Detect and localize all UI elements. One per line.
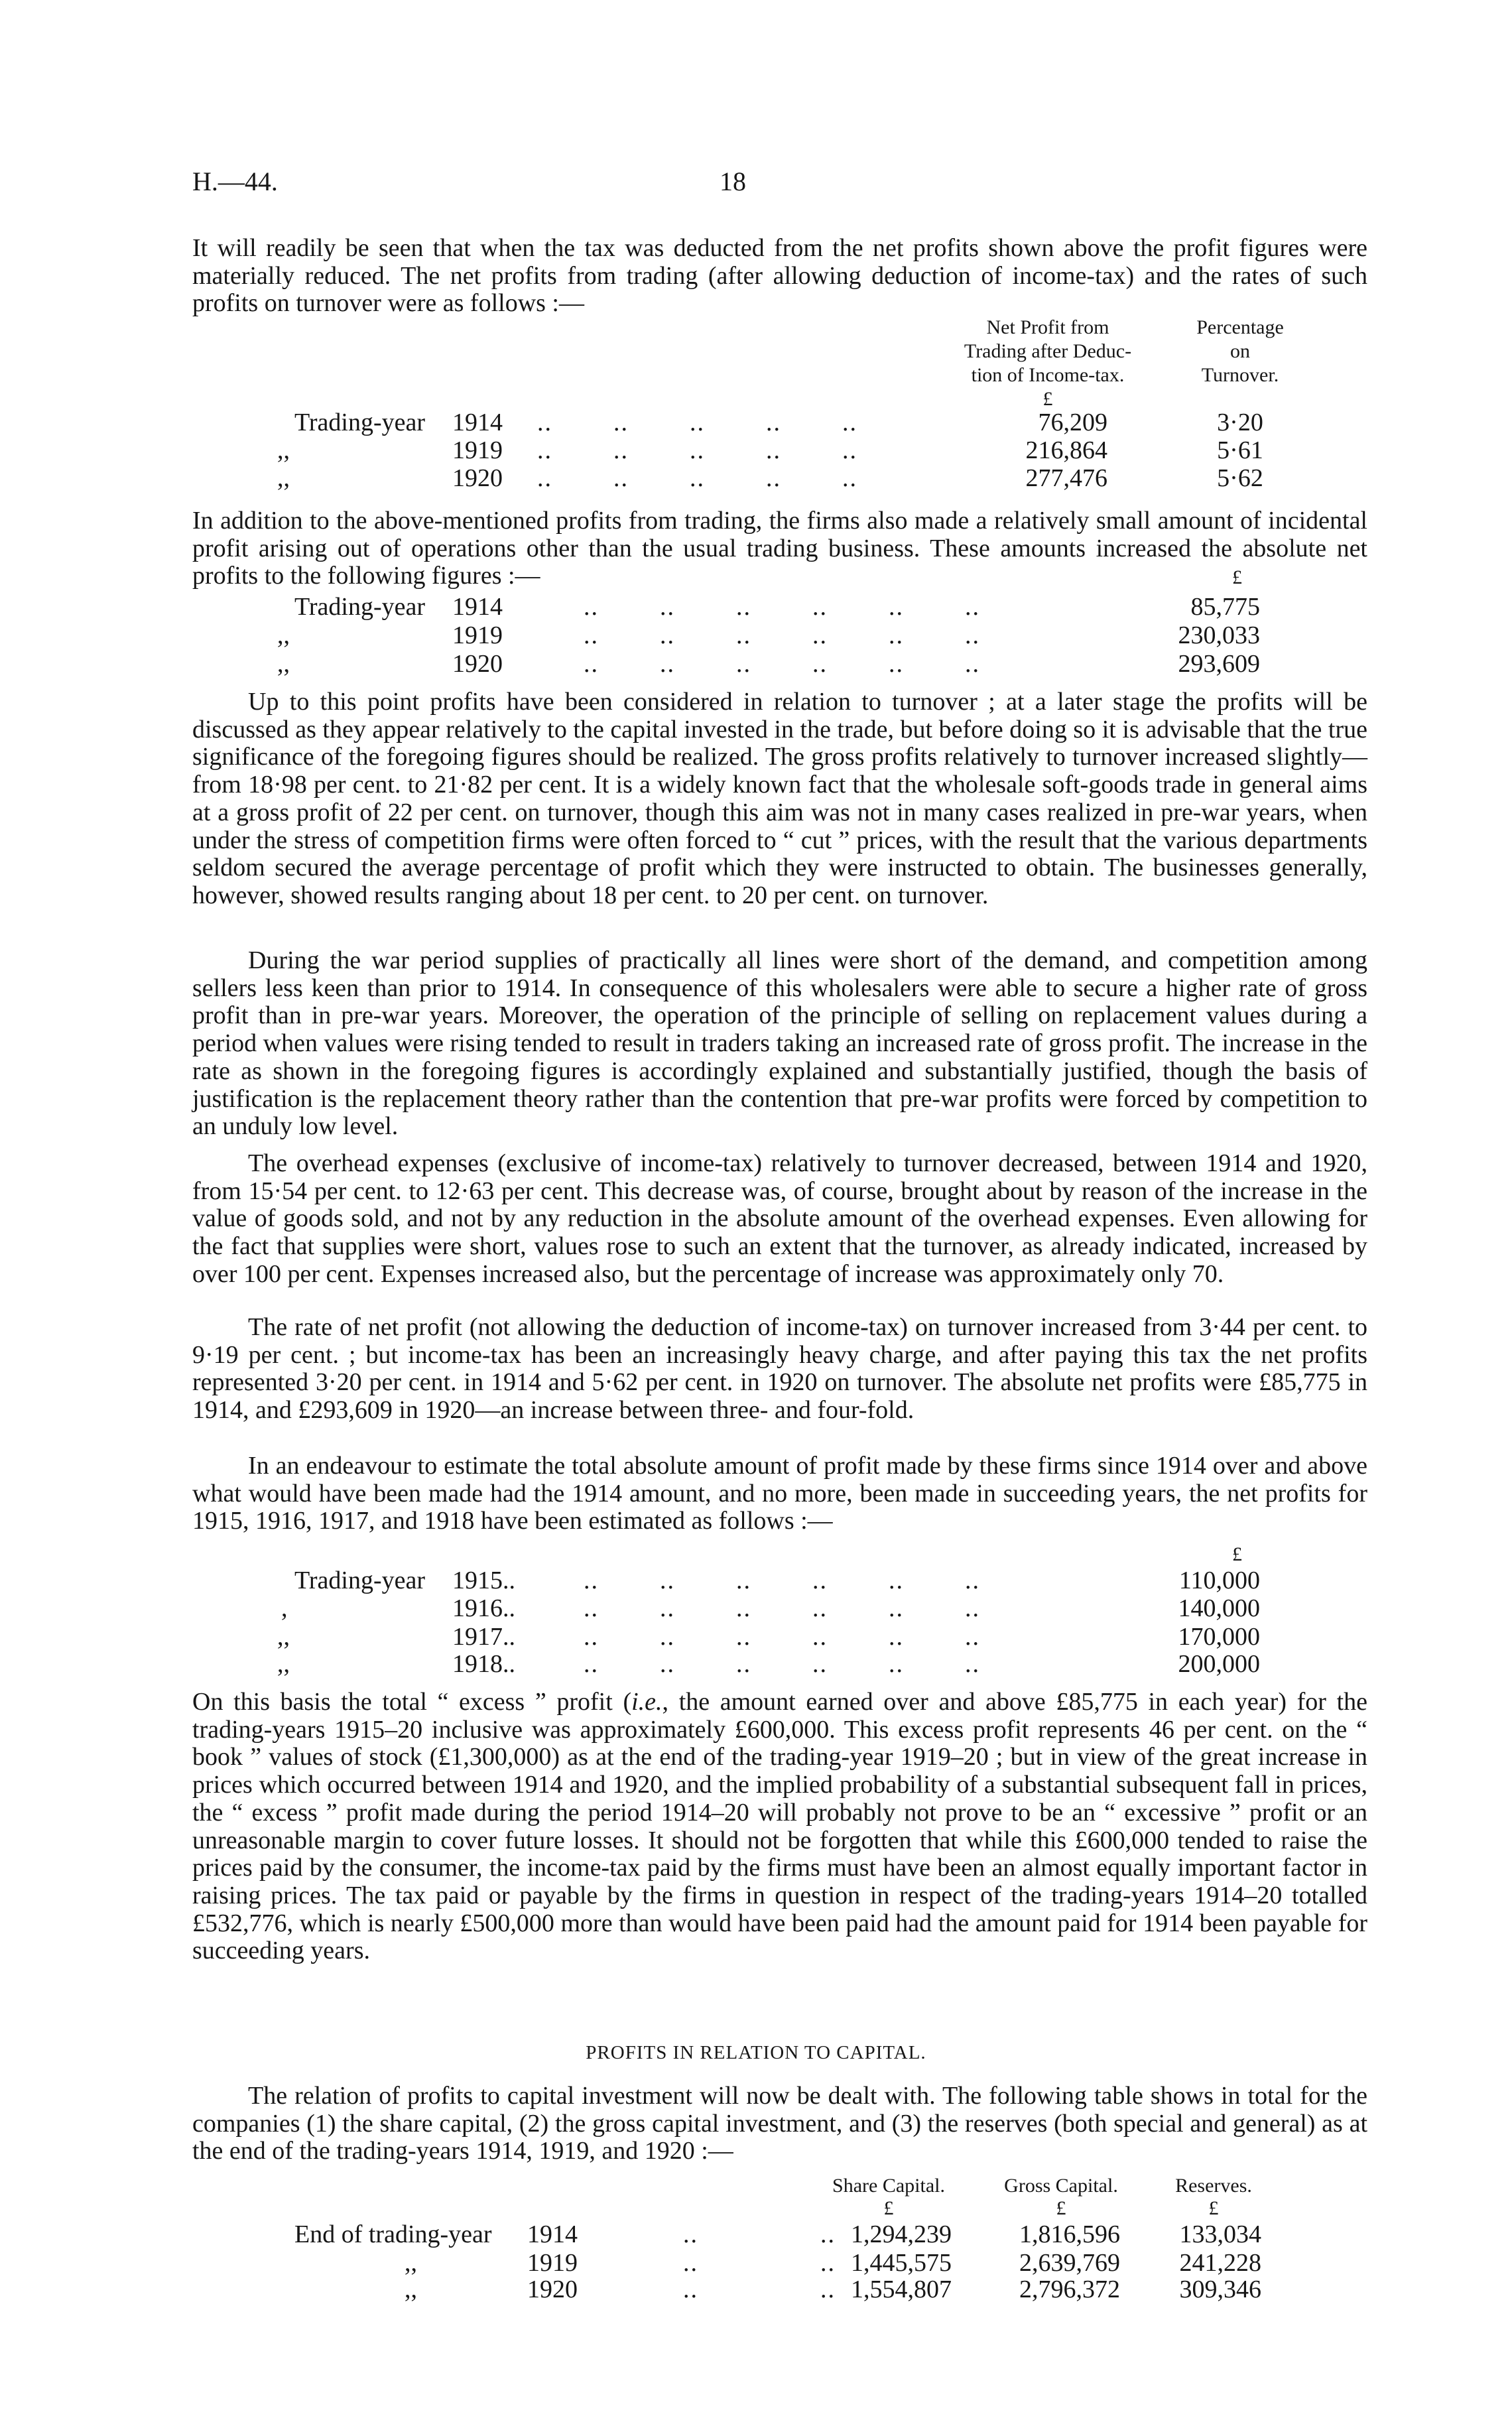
paragraph-7: In an endeavour to estimate the total absolute amount of profit made by these firms since 1914 over and above what would have been made had the 1914 amount, and no more, been made in succeeding years, the net profits for 1915, 1916, 1917, and 1918 have been estimated as follows :—: [192, 1452, 1367, 1535]
profit-value: 200,000: [1178, 1650, 1260, 1678]
header-line: Net Profit from: [986, 316, 1109, 338]
dot-leader: .. .. .. .. .. ..: [584, 621, 980, 649]
dot-leader: .. ..: [683, 2249, 836, 2277]
col-header-reserves: Reserves.: [1175, 2175, 1252, 2197]
dot-leader: .. .. .. .. .. ..: [584, 1567, 980, 1594]
row-year: 1919: [452, 621, 503, 649]
percentage-value: 5·62: [1217, 464, 1263, 492]
share-capital-value: 1,445,575: [851, 2249, 952, 2277]
col-header-net-profit: [928, 316, 1167, 411]
dot-leader: .. .. .. .. .. ..: [584, 1623, 980, 1651]
row-year: 1916..: [452, 1594, 515, 1622]
section-heading: PROFITS IN RELATION TO CAPITAL.: [586, 2042, 926, 2063]
col-header-share-capital: Share Capital.: [832, 2175, 945, 2197]
ditto-mark: ,,: [277, 621, 290, 649]
ditto-mark: ,,: [277, 464, 290, 492]
paragraph-9: The relation of profits to capital investment will now be dealt with. The following table shows in total for the companies (1) the share capital, (2) the gross capital investment, and (3) the reserves (both special and general) as at the end of the trading-years 1914, 1919, and 1920 :—: [192, 2082, 1367, 2165]
col-header-percentage: [1174, 316, 1306, 387]
reserves-value: 309,346: [1179, 2276, 1261, 2303]
currency-unit: £: [1232, 566, 1242, 588]
ditto-mark: ,,: [405, 2249, 417, 2277]
gross-capital-value: 2,796,372: [1019, 2276, 1120, 2303]
row-label: Trading-year: [294, 593, 425, 621]
row-year: 1920: [527, 2276, 578, 2303]
col-header-gross-capital: Gross Capital.: [1004, 2175, 1118, 2197]
profit-value: 293,609: [1178, 650, 1260, 678]
header-line: on: [1230, 340, 1250, 362]
profit-value: 140,000: [1178, 1594, 1260, 1622]
dot-leader: .. .. .. .. .. ..: [584, 1594, 980, 1622]
document-reference: H.—44.: [192, 166, 278, 196]
dot-leader: .. ..: [683, 2276, 836, 2303]
reserves-value: 241,228: [1179, 2249, 1261, 2277]
dot-leader: .. .. .. .. ..: [537, 409, 857, 436]
percentage-value: 5·61: [1217, 436, 1263, 464]
net-profit-value: 76,209: [1038, 409, 1107, 436]
row-year: 1919: [527, 2249, 578, 2277]
reserves-value: 133,034: [1179, 2220, 1261, 2248]
share-capital-value: 1,294,239: [851, 2220, 952, 2248]
italic-text: i.e.: [631, 1688, 662, 1716]
row-year: 1914: [452, 409, 503, 436]
row-year: 1919: [452, 436, 503, 464]
profit-value: 170,000: [1178, 1623, 1260, 1651]
ditto-mark: ,,: [277, 436, 290, 464]
profit-value: 110,000: [1178, 1567, 1260, 1594]
ditto-mark: ,,: [277, 1623, 290, 1651]
row-year: 1915..: [452, 1567, 515, 1594]
currency-unit: £: [1232, 1543, 1242, 1565]
dot-leader: .. .. .. .. .. ..: [584, 1650, 980, 1678]
currency-unit: £: [1208, 2197, 1219, 2219]
header-line: Percentage: [1196, 316, 1284, 338]
header-line: tion of Income-tax.: [971, 364, 1125, 386]
profit-value: 85,775: [1190, 593, 1260, 621]
row-label: Trading-year: [294, 409, 425, 436]
gross-capital-value: 1,816,596: [1019, 2220, 1120, 2248]
currency-unit: £: [883, 2197, 894, 2219]
paragraph-1: It will readily be seen that when the tax was deducted from the net profits shown above the profit figures were materially reduced. The net profits from trading (after allowing deduction of income-tax) and the rates of such profits on turnover were as follows :—: [192, 234, 1367, 318]
ditto-mark: ,,: [277, 650, 290, 678]
profit-value: 230,033: [1178, 621, 1260, 649]
ditto-mark: ,: [281, 1594, 288, 1622]
paragraph-5: The overhead expenses (exclusive of income-tax) relatively to turnover decreased, between 1914 and 1920, from 15·54 per cent. to 12·63 per cent. This decrease was, of course, brought about by reason of the increase in the value of goods sold, and not by any reduction in the absolute amount of the overhead expenses. Even allowing for the fact that supplies were short, values rose to such an extent that the turnover, as already indicated, increased by over 100 per cent. Expenses increased also, but the percentage of increase was approximately only 70.: [192, 1149, 1367, 1288]
ditto-mark: ,,: [277, 1650, 290, 1678]
ditto-mark: ,,: [405, 2276, 417, 2303]
currency-unit: £: [1056, 2197, 1066, 2219]
percentage-value: 3·20: [1217, 409, 1263, 436]
text-run: , the amount earned over and above £85,775 in each year) for the trading-years 1915–20 inclusive was approximately £600,000. This excess profit represents 46 per cent. on the “ book ” values of stock (£1,300,000) as at the end of the trading-year 1919–20 ; but in view of the great increase in prices which occurred between 1914 and 1920, and the implied probability of a substantial subsequent fall in prices, the “ excess ” profit made during the period 1914–20 will probably not prove to be an “ excessive ” profit or an unreasonable margin to cover future losses. It should not be forgotten that while this £600,000 tended to raise the prices paid by the consumer, the income-tax paid by the firms must have been an almost equally important factor in raising prices. The tax paid or payable by the firms in question in respect of the trading-years 1914–20 totalled £532,776, which is nearly £500,000 more than would have been paid had the amount paid for 1914 been payable for succeeding years.: [192, 1688, 1367, 1965]
share-capital-value: 1,554,807: [851, 2276, 952, 2303]
paragraph-8: [192, 1689, 1367, 1965]
paragraph-3: Up to this point profits have been considered in relation to turnover ; at a later stage the profits will be discussed as they appear relatively to the capital invested in the trade, but before doing so it is advisable that the true significance of the foregoing figures should be realized. The gross profits relatively to turnover increased slightly—from 18·98 per cent. to 21·82 per cent. It is a widely known fact that the wholesale soft-goods trade in general aims at a gross profit of 22 per cent. on turnover, though this aim was not in many cases realized in pre-war years, when under the stress of competition firms were often forced to “ cut ” prices, with the result that the various departments seldom secured the average percentage of profit which they were instructed to obtain. The businesses generally, however, showed results ranging about 18 per cent. to 20 per cent. on turnover.: [192, 688, 1367, 909]
dot-leader: .. ..: [683, 2220, 836, 2248]
dot-leader: .. .. .. .. ..: [537, 436, 857, 464]
page-number: 18: [720, 166, 746, 196]
row-year: 1914: [452, 593, 503, 621]
dot-leader: .. .. .. .. .. ..: [584, 593, 980, 621]
row-label: End of trading-year: [294, 2220, 492, 2248]
row-year: 1917..: [452, 1623, 515, 1651]
row-year: 1920: [452, 650, 503, 678]
text-run: On this basis the total “ excess ” profit (: [192, 1688, 632, 1716]
row-year: 1914: [527, 2220, 578, 2248]
net-profit-value: 216,864: [1025, 436, 1107, 464]
header-line: Trading after Deduc-: [964, 340, 1132, 362]
paragraph-4: During the war period supplies of practically all lines were short of the demand, and competition among sellers less keen than prior to 1914. In consequence of this wholesalers were able to secure a higher rate of gross profit than in pre-war years. Moreover, the operation of the principle of selling on replacement values during a period when values were rising tended to result in traders taking an increased rate of gross profit. The increase in the rate as shown in the foregoing figures is accordingly explained and substantially justified, though the basis of justification is the replacement theory rather than the contention that pre-war profits were forced by competition to an unduly low level.: [192, 946, 1367, 1141]
dot-leader: .. .. .. .. ..: [537, 464, 857, 492]
paragraph-6: The rate of net profit (not allowing the deduction of income-tax) on turnover increased from 3·44 per cent. to 9·19 per cent. ; but income-tax has been an increasingly heavy charge, and after paying this tax the net profits represented 3·20 per cent. in 1914 and 5·62 per cent. in 1920 on turnover. The absolute net profits were £85,775 in 1914, and £293,609 in 1920—an increase between three- and four-fold.: [192, 1313, 1367, 1425]
header-line: Turnover.: [1201, 364, 1279, 386]
header-line: £: [1042, 388, 1053, 410]
row-year: 1918..: [452, 1650, 515, 1678]
gross-capital-value: 2,639,769: [1019, 2249, 1120, 2277]
dot-leader: .. .. .. .. .. ..: [584, 650, 980, 678]
net-profit-value: 277,476: [1025, 464, 1107, 492]
row-year: 1920: [452, 464, 503, 492]
row-label: Trading-year: [294, 1567, 425, 1594]
paragraph-2: In addition to the above-mentioned profits from trading, the firms also made a relatively small amount of incidental profit arising out of operations other than the usual trading business. These amounts increased the absolute net profits to the following figures :—: [192, 507, 1367, 590]
